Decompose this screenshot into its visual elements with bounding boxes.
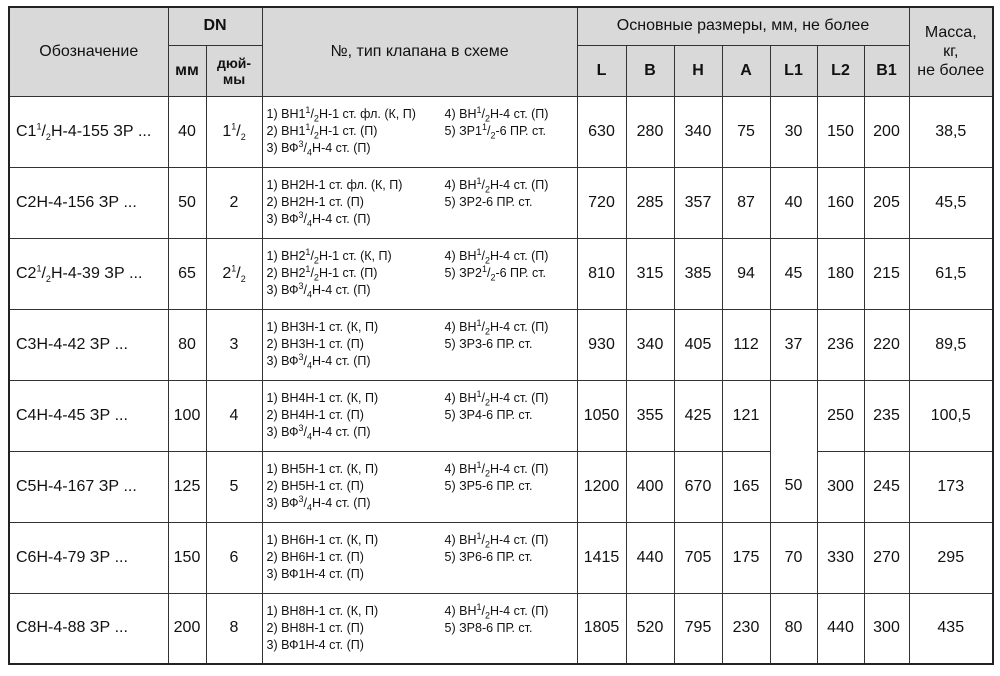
cell-designation: С2Н-4-156 ЗР ... (9, 167, 168, 238)
valve-item (445, 424, 585, 441)
cell-A: 94 (722, 238, 770, 309)
table-row (9, 522, 993, 593)
valve-list (267, 177, 577, 228)
cell-B1: 200 (864, 96, 909, 167)
cell-designation: С4Н-4-45 ЗР ... (9, 380, 168, 451)
cell-dn-inch: 6 (206, 522, 262, 593)
cell-L: 1050 (577, 380, 626, 451)
cell-dn-inch: 2 (206, 167, 262, 238)
valve-item: 2) ВН6Н-1 ст. (П) (266, 550, 364, 564)
cell-A: 75 (722, 96, 770, 167)
cell-L: 1415 (577, 522, 626, 593)
cell-dn-mm: 50 (168, 167, 206, 238)
valve-item (445, 140, 585, 157)
cell-A: 121 (722, 380, 770, 451)
cell-B: 440 (626, 522, 674, 593)
cell-B: 280 (626, 96, 674, 167)
valve-item: 2) ВН2Н-1 ст. (П) (266, 195, 364, 209)
header-L: L (577, 45, 626, 96)
valve-item: 3) $ВФ^3/_4Н-4$ ст. (П) (266, 138, 371, 158)
cell-designation: $С2^1/_2Н-4-39$ ЗР ... (9, 238, 168, 309)
cell-L2: 180 (817, 238, 864, 309)
cell-A: 112 (722, 309, 770, 380)
cell-dn-mm: 125 (168, 451, 206, 522)
valve-item (445, 282, 585, 299)
cell-mass: 295 (909, 522, 993, 593)
cell-L1: 45 (770, 238, 817, 309)
table-row (9, 593, 993, 664)
cell-designation: $С1^1/_2Н-4-155$ ЗР ... (9, 96, 168, 167)
cell-L1: 70 (770, 522, 817, 593)
spec-table-container (8, 6, 994, 665)
header-dn: DN (168, 7, 262, 45)
cell-L1-value: 50 (784, 477, 803, 494)
table-row (9, 167, 993, 238)
cell-B: 355 (626, 380, 674, 451)
valve-item (445, 211, 585, 228)
valve-item: 1) ВН3Н-1 ст. (К, П) (266, 320, 379, 334)
table-body (9, 96, 993, 664)
cell-dn-mm: 80 (168, 309, 206, 380)
table-row (9, 96, 993, 167)
cell-valves (262, 522, 577, 593)
valve-item: 4) $ВН^1/_2Н-4$ ст. (П) (444, 601, 549, 621)
header-H: H (674, 45, 722, 96)
valve-item (445, 566, 585, 583)
valve-list (267, 390, 577, 441)
cell-valves (262, 593, 577, 664)
cell-H: 357 (674, 167, 722, 238)
cell-valves (262, 238, 577, 309)
cell-mass: 38,5 (909, 96, 993, 167)
cell-dn-inch: 5 (206, 451, 262, 522)
cell-mass: 45,5 (909, 167, 993, 238)
cell-mass: 61,5 (909, 238, 993, 309)
header-designation: Обозначение (9, 7, 168, 96)
valve-item: 5) ЗР8-6 ПР. ст. (444, 620, 533, 635)
cell-B: 520 (626, 593, 674, 664)
valve-item: 5) ЗР5-6 ПР. ст. (444, 479, 533, 493)
header-dims: Основные размеры, мм, не более (577, 7, 909, 45)
cell-H: 670 (674, 451, 722, 522)
cell-B: 340 (626, 309, 674, 380)
cell-H: 340 (674, 96, 722, 167)
cell-dn-mm: 100 (168, 380, 206, 451)
cell-A: 87 (722, 167, 770, 238)
valve-item: 3) $ВФ^3/_4Н-4$ ст. (П) (266, 209, 371, 229)
valve-item: 1) $ВН2^1/_2Н-1$ ст. (К, П) (266, 246, 392, 266)
cell-dn-inch: $2^1/_2$ (206, 238, 262, 309)
spec-table (8, 6, 994, 665)
cell-H: 795 (674, 593, 722, 664)
valve-list (267, 461, 577, 512)
valve-item: 1) ВН2Н-1 ст. фл. (К, П) (266, 178, 403, 192)
cell-L1: 30 (770, 96, 817, 167)
cell-dn-inch: 3 (206, 309, 262, 380)
valve-item: 4) $ВН^1/_2Н-4$ ст. (П) (444, 104, 549, 124)
table-header (9, 7, 993, 96)
valve-item: 3) ВФ1Н-4 ст. (П) (266, 637, 364, 652)
valve-item: 2) $ВН2^1/_2Н-1$ ст. (П) (266, 263, 378, 283)
cell-H: 405 (674, 309, 722, 380)
header-B1: B1 (864, 45, 909, 96)
cell-L2: 440 (817, 593, 864, 664)
cell-mass: 435 (909, 593, 993, 664)
cell-B1: 215 (864, 238, 909, 309)
cell-L1: 40 (770, 167, 817, 238)
valve-item: 2) $ВН1^1/_2Н-1$ ст. (П) (266, 121, 378, 141)
valve-list (267, 603, 577, 654)
valve-list (267, 319, 577, 370)
valve-item: 3) $ВФ^3/_4Н-4$ ст. (П) (266, 351, 371, 371)
cell-L: 810 (577, 238, 626, 309)
cell-designation: С3Н-4-42 ЗР ... (9, 309, 168, 380)
valve-item (445, 353, 585, 370)
valve-list (267, 532, 577, 583)
cell-L: 1805 (577, 593, 626, 664)
header-mass: Масса, кг, не более (909, 7, 993, 96)
table-row (9, 451, 993, 522)
cell-B: 315 (626, 238, 674, 309)
cell-A: 165 (722, 451, 770, 522)
cell-mass: 89,5 (909, 309, 993, 380)
valve-item: 4) $ВН^1/_2Н-4$ ст. (П) (444, 317, 549, 337)
cell-designation: С8Н-4-88 ЗР ... (9, 593, 168, 664)
valve-item: 3) $ВФ^3/_4Н-4$ ст. (П) (266, 280, 371, 300)
valve-item: 2) ВН4Н-1 ст. (П) (266, 408, 364, 422)
valve-item: 4) $ВН^1/_2Н-4$ ст. (П) (444, 175, 549, 195)
cell-dn-mm: 200 (168, 593, 206, 664)
cell-L1 (770, 380, 817, 522)
cell-B: 285 (626, 167, 674, 238)
header-A: A (722, 45, 770, 96)
valve-item: 3) ВФ1Н-4 ст. (П) (266, 567, 364, 581)
cell-L: 1200 (577, 451, 626, 522)
valve-list (267, 106, 577, 157)
cell-L2: 300 (817, 451, 864, 522)
valve-list (267, 248, 577, 299)
valve-item: 3) $ВФ^3/_4Н-4$ ст. (П) (266, 422, 371, 442)
cell-B1: 205 (864, 167, 909, 238)
cell-valves (262, 380, 577, 451)
header-valve: №, тип клапана в схеме (262, 7, 577, 96)
valve-item: 5) ЗР6-6 ПР. ст. (444, 550, 533, 564)
valve-item: 2) ВН3Н-1 ст. (П) (266, 337, 364, 351)
cell-L: 930 (577, 309, 626, 380)
valve-item (445, 637, 585, 654)
cell-L1: 80 (770, 593, 817, 664)
cell-B1: 270 (864, 522, 909, 593)
valve-item: 5) $ЗР2^1/_2-6$ ПР. ст. (444, 263, 547, 283)
cell-valves (262, 309, 577, 380)
cell-dn-mm: 150 (168, 522, 206, 593)
cell-B1: 220 (864, 309, 909, 380)
valve-item: 5) $ЗР1^1/_2-6$ ПР. ст. (444, 121, 547, 141)
cell-A: 175 (722, 522, 770, 593)
cell-dn-inch: 8 (206, 593, 262, 664)
cell-B: 400 (626, 451, 674, 522)
cell-H: 385 (674, 238, 722, 309)
valve-item: 1) ВН8Н-1 ст. (К, П) (266, 603, 379, 618)
cell-H: 705 (674, 522, 722, 593)
cell-L2: 236 (817, 309, 864, 380)
valve-item: 4) $ВН^1/_2Н-4$ ст. (П) (444, 459, 549, 479)
valve-item: 5) ЗР3-6 ПР. ст. (444, 337, 533, 351)
cell-dn-inch: $1^1/_2$ (206, 96, 262, 167)
valve-item: 1) ВН5Н-1 ст. (К, П) (266, 462, 379, 476)
valve-item: 5) ЗР2-6 ПР. ст. (444, 195, 533, 209)
valve-item: 1) ВН6Н-1 ст. (К, П) (266, 533, 379, 547)
cell-designation: С5Н-4-167 ЗР ... (9, 451, 168, 522)
cell-dn-mm: 40 (168, 96, 206, 167)
cell-L1: 37 (770, 309, 817, 380)
cell-designation: С6Н-4-79 ЗР ... (9, 522, 168, 593)
valve-item (445, 495, 585, 512)
cell-mass: 100,5 (909, 380, 993, 451)
valve-item: 4) $ВН^1/_2Н-4$ ст. (П) (444, 530, 549, 550)
cell-L2: 160 (817, 167, 864, 238)
cell-dn-mm: 65 (168, 238, 206, 309)
valve-item: 3) $ВФ^3/_4Н-4$ ст. (П) (266, 493, 371, 513)
valve-item: 2) ВН8Н-1 ст. (П) (266, 620, 364, 635)
header-L1: L1 (770, 45, 817, 96)
cell-L2: 150 (817, 96, 864, 167)
header-dn-mm: мм (168, 45, 206, 96)
valve-item: 5) ЗР4-6 ПР. ст. (444, 408, 533, 422)
header-L2: L2 (817, 45, 864, 96)
valve-item: 4) $ВН^1/_2Н-4$ ст. (П) (444, 246, 549, 266)
cell-L: 630 (577, 96, 626, 167)
cell-valves (262, 167, 577, 238)
table-row (9, 380, 993, 451)
cell-H: 425 (674, 380, 722, 451)
cell-mass: 173 (909, 451, 993, 522)
cell-L2: 250 (817, 380, 864, 451)
table-row (9, 309, 993, 380)
cell-valves (262, 96, 577, 167)
valve-item: 1) ВН4Н-1 ст. (К, П) (266, 391, 379, 405)
cell-B1: 245 (864, 451, 909, 522)
valve-item: 4) $ВН^1/_2Н-4$ ст. (П) (444, 388, 549, 408)
valve-item: 2) ВН5Н-1 ст. (П) (266, 479, 364, 493)
table-row (9, 238, 993, 309)
header-dn-in: дюй- мы (206, 45, 262, 96)
cell-L2: 330 (817, 522, 864, 593)
cell-dn-inch: 4 (206, 380, 262, 451)
cell-B1: 235 (864, 380, 909, 451)
header-B: B (626, 45, 674, 96)
cell-B1: 300 (864, 593, 909, 664)
valve-item: 1) $ВН1^1/_2Н-1$ ст. фл. (К, П) (266, 104, 416, 124)
cell-L: 720 (577, 167, 626, 238)
cell-A: 230 (722, 593, 770, 664)
cell-valves (262, 451, 577, 522)
